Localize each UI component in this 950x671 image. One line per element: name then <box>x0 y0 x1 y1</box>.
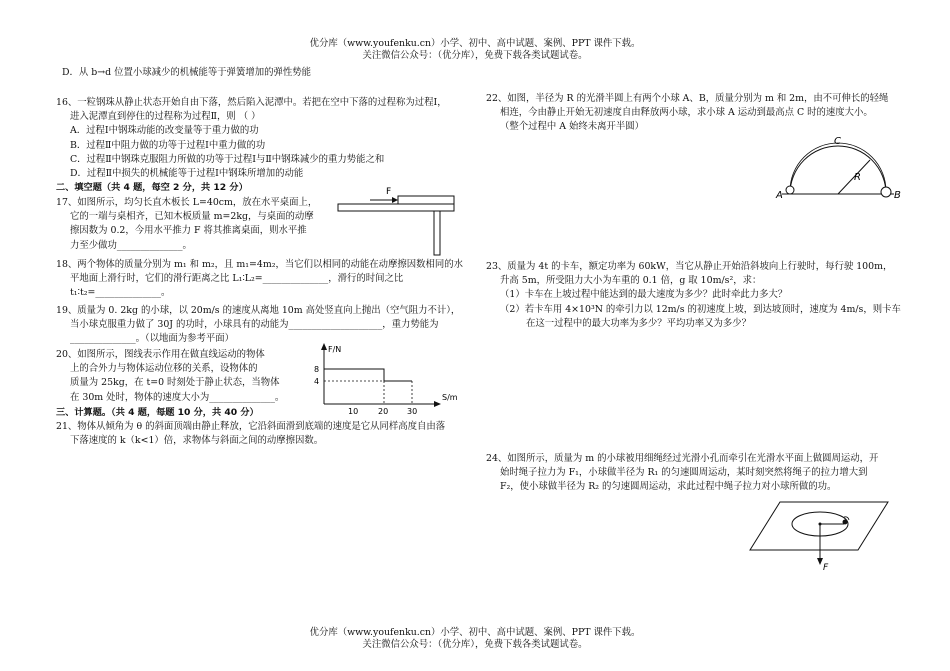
question-24 <box>486 452 906 495</box>
small-ball <box>843 520 848 525</box>
question-21 <box>56 406 476 449</box>
header-line-1: 优分库（www.youfenku.cn）小学、初中、高中试题、案例、PPT 课件下载。 <box>309 38 641 49</box>
q23-line-1: 23、质量为 4t 的卡车，额定功率为 60kW，当它从静止开始沿斜坡向上行驶时，每行驶 100m， <box>486 261 893 272</box>
table-top <box>338 204 454 211</box>
q24-line-1: 24、如图所示，质量为 m 的小球被用细绳经过光滑小孔而牵引在光滑水平面上做圆周运动，开 <box>486 453 879 464</box>
ball-a <box>786 186 794 194</box>
x-tick-10: 10 <box>348 407 359 416</box>
q22-line-1: 22、如图，半径为 R 的光滑半圆上有两个小球 A、B，质量分别为 m 和 2m，由不可伸长的轻绳 <box>486 93 889 104</box>
y-tick-4: 4 <box>314 377 320 386</box>
q22-semicircle-figure <box>776 136 906 208</box>
q16-line-2: 进入泥潭直到停住的过程称为过程Ⅱ，则 （ ） <box>70 111 261 123</box>
x-tick-20: 20 <box>378 407 389 416</box>
y-tick-8: 8 <box>314 365 320 374</box>
q16-option-b: B．过程Ⅱ中阻力做的功等于过程Ⅰ中重力做的功 <box>70 139 266 151</box>
label-a: A <box>776 190 783 201</box>
q16-line-1: 16、一粒钢珠从静止状态开始自由下落，然后陷入泥潭中。若把在空中下落的过程称为过程Ⅰ， <box>56 97 447 108</box>
q23-line-2: 升高 5m，所受阻力大小为车重的 0.1 倍，g 取 10m/s²，求： <box>500 275 762 287</box>
force-arrowhead <box>392 197 398 203</box>
label-c: C <box>834 136 841 147</box>
table-leg <box>434 211 440 255</box>
q24-circular-motion-figure <box>748 500 898 572</box>
q20-line-1: 20、如图所示，图线表示作用在做直线运动的物体 <box>56 349 265 360</box>
section-2-heading: 二、填空题（共 4 题，每空 2 分，共 12 分） <box>56 182 248 194</box>
page-header <box>0 38 950 62</box>
q17-figure <box>336 184 466 256</box>
question-16 <box>56 96 476 195</box>
footer-line-1: 优分库（www.youfenku.cn）小学、初中、高中试题、案例、PPT 课件下载。 <box>309 627 641 638</box>
q20-line-4: 在 30m 处时，物体的速度大小为______________。 <box>70 391 285 403</box>
page-footer <box>0 627 950 651</box>
q16-option-a: A．过程Ⅰ中钢珠动能的改变量等于重力做的功 <box>70 125 259 137</box>
q19-line-1: 19、质量为 0. 2kg 的小球，以 20m/s 的速度从离地 10m 高处竖直向上抛出（空气阻力不计）， <box>56 305 461 316</box>
q16-option-c: C．过程Ⅱ中钢珠克服阻力所做的功等于过程Ⅰ与Ⅱ中钢珠减少的重力势能之和 <box>70 153 385 165</box>
q17-line-3: 擦因数为 0.2，今用水平推力 F 将其推离桌面，则水平推 <box>70 225 307 237</box>
q16-option-d: D．过程Ⅱ中损失的机械能等于过程Ⅰ中钢珠所增加的动能 <box>70 168 304 180</box>
x-axis-label: S/m <box>442 393 458 402</box>
q20-line-3: 质量为 25kg，在 t=0 时刻处于静止状态，当物体 <box>70 377 280 389</box>
rope <box>790 143 886 191</box>
q18-line-1: 18、两个物体的质量分别为 m₁ 和 m₂，且 m₁=4m₂，当它们以相同的动能在动摩擦因数相同的水 <box>56 259 464 270</box>
ball-b <box>881 187 891 197</box>
q23-part-2-line-1: （2）若卡车用 4×10³N 的牵引力以 12m/s 的初速度上坡，到达坡顶时，速度为 4m/s，则卡车 <box>500 303 901 315</box>
footer-line-2: 关注微信公众号：（优分库），免费下载各类试题试卷。 <box>362 639 588 650</box>
q18-line-2: 平地面上滑行时，它们的滑行距离之比 L₁∶L₂=______________，滑行的时间之比 <box>70 273 404 285</box>
q17-line-1: 17、如图所示，均匀长直木板长 L=40cm，放在水平桌面上， <box>56 197 318 208</box>
wooden-board <box>398 196 454 204</box>
y-axis-arrow <box>321 343 327 350</box>
q22-line-3: （整个过程中 A 始终未离开半圆） <box>500 121 644 133</box>
q23-part-1: （1）卡车在上坡过程中能达到的最大速度为多少？此时牵此力多大？ <box>500 289 788 301</box>
q18-line-3: t₁∶t₂=______________。 <box>70 287 171 299</box>
q21-line-1: 21、物体从倾角为 θ 的斜面顶端由静止释放，它沿斜面滑到底端的速度是它从同样高度自由落 <box>56 421 446 433</box>
q21-line-2: 下落速度的 k（k<1）倍，求物体与斜面之间的动摩擦因数。 <box>70 435 324 447</box>
q17-line-4: 力至少做功______________。 <box>70 239 192 251</box>
y-axis-label: F/N <box>328 345 342 354</box>
q22-line-2: 相连，今由静止开始无初速度自由释放两小球，求小球 A 运动到最高点 C 时的速度大小。 <box>500 107 873 119</box>
q19-line-3: ______________。（以地面为参考平面） <box>70 333 235 345</box>
q15-option-d: D．从 b→d 位置小球减少的机械能等于弹簧增加的弹性势能 <box>62 67 311 78</box>
label-r: R <box>854 172 861 183</box>
question-18 <box>56 258 476 301</box>
question-20 <box>56 348 316 405</box>
section-3-heading: 三、计算题。（共 4 题，每题 10 分，共 40 分） <box>56 407 259 418</box>
force-curve <box>324 369 412 381</box>
semicircle-arc <box>790 146 886 194</box>
q23-part-2-line-2: 在这一过程中的最大功率为多少？平均功率又为多少？ <box>526 317 752 329</box>
x-tick-30: 30 <box>407 407 418 416</box>
horizontal-plane <box>750 502 888 550</box>
q24-line-2: 始时绳子拉力为 F₁，小球做半径为 R₁ 的匀速圆周运动，某时刻突然将绳子的拉力增大到 <box>500 467 868 479</box>
question-23 <box>486 260 906 331</box>
q20-line-2: 上的合外力与物体运动位移的关系，设物体的 <box>70 363 258 375</box>
label-b: B <box>894 190 901 201</box>
q17-line-2: 它的一端与桌相齐，已知木板质量 m=2kg，与桌面的动摩 <box>70 211 314 223</box>
force-f-label: F <box>823 563 829 573</box>
header-line-2: 关注微信公众号：（优分库），免费下载各类试题试卷。 <box>362 50 588 61</box>
q19-line-2: 当小球克服重力做了 30J 的功时，小球具有的动能为____________________，重力势能为 <box>70 319 439 331</box>
q24-line-3: F₂，使小球做半径为 R₂ 的匀速圆周运动，求此过程中绳子拉力对小球所做的功。 <box>500 481 837 493</box>
force-f-label: F <box>386 187 392 197</box>
question-22 <box>486 92 906 135</box>
q20-force-displacement-graph <box>308 340 468 416</box>
left-column <box>56 66 476 80</box>
question-17 <box>56 196 356 253</box>
